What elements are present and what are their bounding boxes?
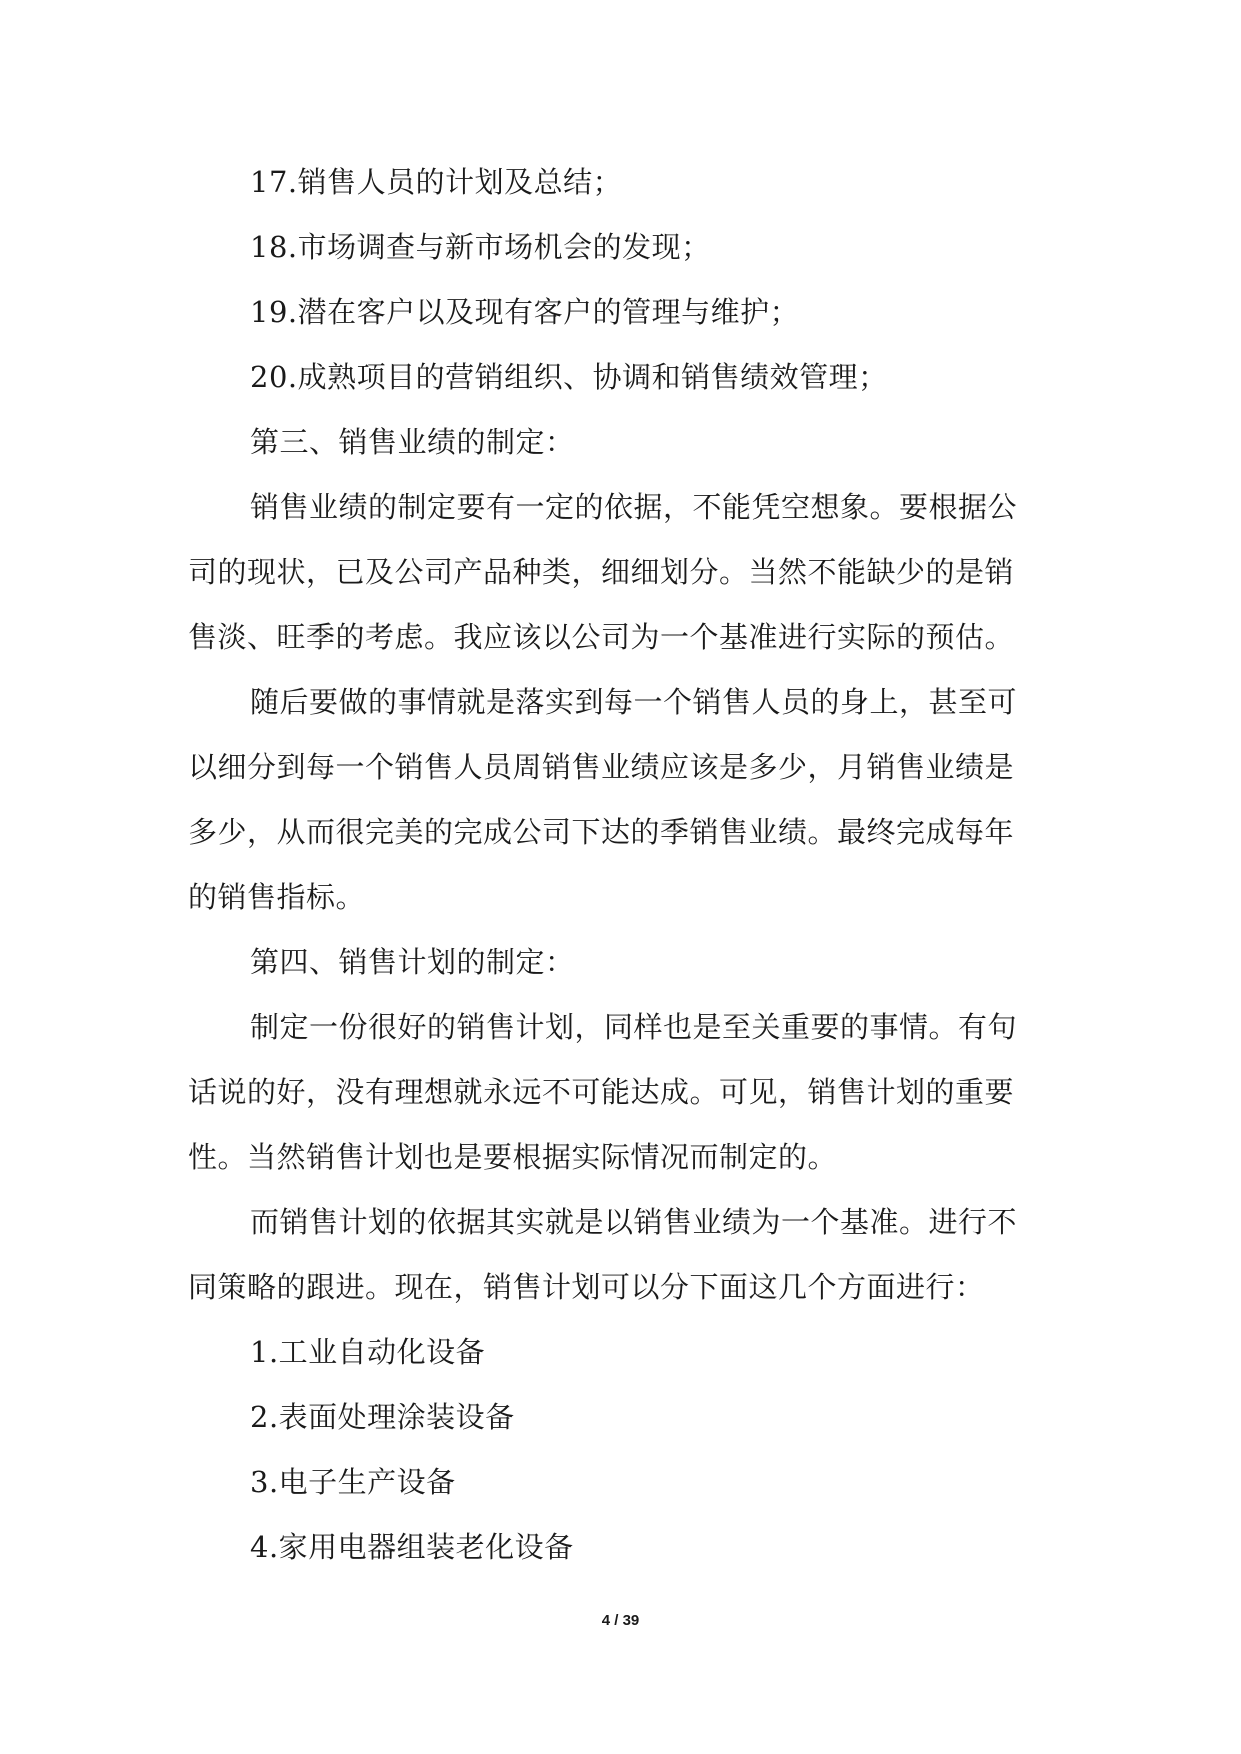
list-item-2: 2.表面处理涂装设备 <box>250 1400 515 1434</box>
paragraph-line: 司的现状，已及公司产品种类，细细划分。当然不能缺少的是销 <box>188 555 1015 589</box>
paragraph-line: 同策略的跟进。现在，销售计划可以分下面这几个方面进行： <box>188 1270 985 1304</box>
list-item-20: 20.成熟项目的营销组织、协调和销售绩效管理； <box>250 360 888 394</box>
paragraph-line: 制定一份很好的销售计划，同样也是至关重要的事情。有句 <box>250 1010 1018 1044</box>
paragraph-line: 随后要做的事情就是落实到每一个销售人员的身上，甚至可 <box>250 685 1018 719</box>
section-heading-3: 第三、销售业绩的制定： <box>250 425 575 459</box>
section-heading-4: 第四、销售计划的制定： <box>250 945 575 979</box>
list-item-1: 1.工业自动化设备 <box>250 1335 486 1369</box>
paragraph-line: 以细分到每一个销售人员周销售业绩应该是多少，月销售业绩是 <box>188 750 1015 784</box>
page-number: 4 / 39 <box>601 1612 640 1629</box>
list-item-18: 18.市场调查与新市场机会的发现； <box>250 230 711 264</box>
paragraph-line: 多少，从而很完美的完成公司下达的季销售业绩。最终完成每年 <box>188 815 1015 849</box>
list-item-19: 19.潜在客户以及现有客户的管理与维护； <box>250 295 800 329</box>
paragraph-line: 话说的好，没有理想就永远不可能达成。可见，销售计划的重要 <box>188 1075 1015 1109</box>
paragraph-line: 而销售计划的依据其实就是以销售业绩为一个基准。进行不 <box>250 1205 1018 1239</box>
paragraph-line: 销售业绩的制定要有一定的依据，不能凭空想象。要根据公 <box>250 490 1018 524</box>
paragraph-line: 售淡、旺季的考虑。我应该以公司为一个基准进行实际的预估。 <box>188 620 1015 654</box>
list-item-3: 3.电子生产设备 <box>250 1465 456 1499</box>
paragraph-line: 性。当然销售计划也是要根据实际情况而制定的。 <box>188 1140 838 1174</box>
document-body <box>188 150 1054 1580</box>
list-item-17: 17.销售人员的计划及总结； <box>250 165 623 199</box>
list-item-4: 4.家用电器组装老化设备 <box>250 1530 574 1564</box>
paragraph-line: 的销售指标。 <box>188 880 366 914</box>
